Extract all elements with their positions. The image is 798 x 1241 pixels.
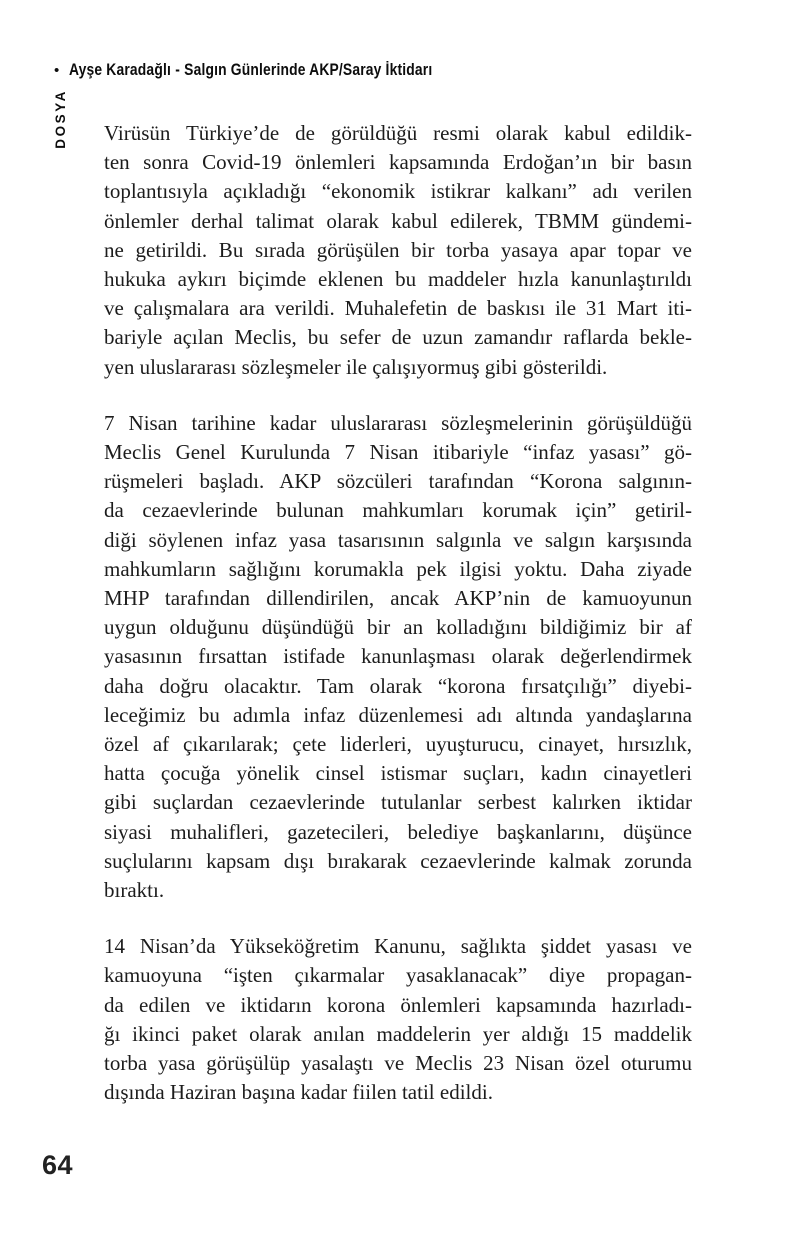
- text-line: bıraktı.: [104, 878, 165, 903]
- text-line: da edilen ve iktidarın korona önlemleri kapsamında hazırladı-: [104, 992, 692, 1017]
- text-line: kamuoyuna “işten çıkarmalar yasaklanacak” diye propagan-: [104, 963, 692, 988]
- text-line: Virüsün Türkiye’de de görüldüğü resmi olarak kabul edildik-: [104, 121, 692, 145]
- text-line: hatta çocuğa yönelik cinsel istismar suçları, kadın cinayetleri: [104, 761, 692, 786]
- text-line: mahkumların sağlığını korumakla pek ilgisi yoktu. Daha ziyade: [104, 556, 692, 581]
- text-line: da cezaevlerinde bulunan mahkumları korumak için” getiril-: [104, 498, 692, 523]
- text-line: rüşmeleri başladı. AKP sözcüleri tarafından “Korona salgının-: [104, 469, 692, 494]
- text-line: Meclis Genel Kurulunda 7 Nisan itibariyle “infaz yasası” gö-: [104, 440, 692, 465]
- text-line: 14 Nisan’da Yükseköğretim Kanunu, sağlıkta şiddet yasası ve: [104, 934, 692, 959]
- text-line: ve çalışmalara ara verildi. Muhalefetin de baskısı ile 31 Mart iti-: [104, 296, 692, 321]
- text-line: leceğimiz bu adımla infaz düzenlemesi adı altında yandaşlarına: [104, 702, 692, 727]
- text-line: gibi suçlardan cezaevlerinde tutulanlar serbest kalırken iktidar: [104, 790, 692, 815]
- text-line: ğı ikinci paket olarak anılan maddelerin yer aldığı 15 maddelik: [104, 1021, 692, 1046]
- page-number: 64: [42, 1150, 74, 1180]
- side-label-container: [53, 88, 71, 154]
- text-line: bariyle açılan Meclis, bu sefer de uzun zamandır raflarda bekle-: [104, 325, 692, 350]
- paragraph-2: [104, 409, 692, 905]
- author-name: Ayşe Karadağlı: [69, 61, 172, 79]
- text-line: dışında Haziran başına kadar fiilen tatil edildi.: [104, 1080, 493, 1105]
- header-text: [69, 61, 432, 80]
- text-line: yasasının fırsattan istifade kanunlaşması olarak değerlendirmek: [104, 644, 692, 669]
- page-header: [54, 61, 502, 80]
- text-line: önlemler derhal talimat olarak kabul edilerek, TBMM gündemi-: [104, 208, 692, 233]
- text-line: MHP tarafından dillendirilen, ancak AKP’nin de kamuoyunun: [104, 586, 692, 611]
- paragraph-3: [104, 932, 692, 1107]
- text-line: toplantısıyla açıkladığı “ekonomik istikrar kalkanı” adı verilen: [104, 179, 692, 204]
- text-line: diği söylenen infaz yasa tasarısının salgınla ve salgın karşısında: [104, 527, 692, 552]
- text-line: uygun olduğunu düşündüğü bir an kolladığını bildiğimiz bir af: [104, 615, 692, 640]
- text-line: yen uluslararası sözleşmeler ile çalışıyormuş gibi gösterildi.: [104, 354, 608, 379]
- article-body: [104, 119, 692, 1108]
- text-line: suçlularını kapsam dışı bırakarak cezaevlerinde kalmak zorunda: [104, 848, 692, 873]
- text-line: siyasi muhalifleri, gazetecileri, belediye başkanlarını, düşünce: [104, 819, 692, 844]
- paragraph-1: [104, 119, 692, 382]
- book-title: Salgın Günlerinde AKP/Saray İktidarı: [184, 61, 433, 79]
- text-line: özel af çıkarılarak; çete liderleri, uyuşturucu, cinayet, hırsızlık,: [104, 732, 692, 757]
- section-label-dosya: DOSYA: [53, 89, 68, 149]
- text-line: ne getirildi. Bu sırada görüşülen bir torba yasaya apar topar ve: [104, 237, 692, 262]
- bullet-icon: •: [54, 62, 60, 79]
- header-separator: -: [175, 61, 181, 79]
- text-line: hukuka aykırı biçimde eklenen bu maddeler hızla kanunlaştırıldı: [104, 267, 692, 292]
- text-line: 7 Nisan tarihine kadar uluslararası sözleşmelerinin görüşüldüğü: [104, 410, 692, 435]
- text-line: torba yasa görüşülüp yasalaştı ve Meclis 23 Nisan özel oturumu: [104, 1051, 692, 1076]
- text-line: ten sonra Covid-19 önlemleri kapsamında Erdoğan’ın bir basın: [104, 150, 692, 175]
- text-line: daha doğru olacaktır. Tam olarak “korona fırsatçılığı” diyebi-: [104, 673, 692, 698]
